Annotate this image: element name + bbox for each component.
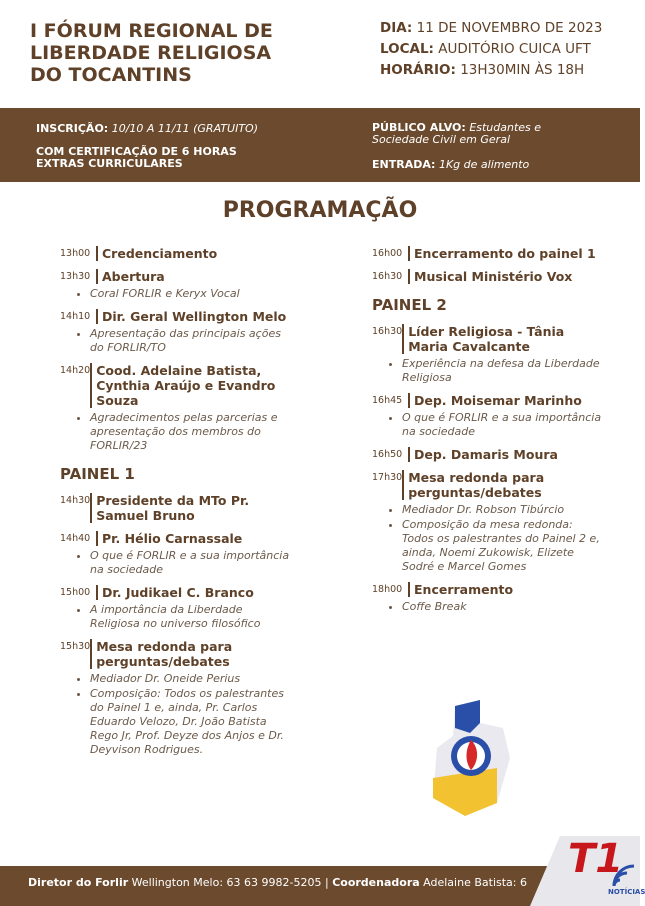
item-name: Encerramento (408, 582, 513, 597)
event-info (380, 18, 602, 81)
item-time: 16h30 (372, 271, 403, 282)
item-time: 13h30 (60, 271, 91, 282)
item-time: 15h00 (60, 587, 91, 598)
schedule-item (372, 447, 602, 462)
certificacao: COM CERTIFICAÇÃO DE 6 HORAS EXTRAS CURRICULARES (36, 145, 237, 170)
schedule-item (372, 324, 602, 385)
item-name: Pr. Hélio Carnassale (96, 531, 242, 546)
item-time: 15h30 (60, 641, 91, 652)
diretor-label: Diretor do Forlir (28, 876, 129, 889)
item-note: • Apresentação das principais ações do FORLIR/TO (90, 327, 290, 355)
item-name: Credenciamento (96, 246, 217, 261)
info-band (0, 108, 640, 182)
item-time: 14h10 (60, 311, 91, 322)
item-time: 13h00 (60, 248, 91, 259)
item-name: Presidente da MTo Pr. Samuel Bruno (90, 493, 290, 523)
item-name: Musical Ministério Vox (408, 269, 572, 284)
t1-logo-text: T1 (568, 836, 624, 882)
item-name: Dr. Judikael C. Branco (96, 585, 254, 600)
title-line: LIBERDADE RELIGIOSA (30, 42, 272, 64)
item-time: 17h30 (372, 472, 403, 483)
entrada-label: ENTRADA: (372, 158, 436, 171)
local-label: LOCAL: (380, 41, 434, 57)
item-note: • Composição: Todos os palestrantes do Painel 1 e, ainda, Pr. Carlos Eduardo Velozo, Dr. João Batista Rego Jr, Prof. Deyze dos Anjos e Dr. Deyvison Rodrigues. (90, 687, 290, 757)
local: AUDITÓRIO CUICA UFT (438, 41, 591, 57)
item-time: 16h50 (372, 449, 403, 460)
item-time: 16h00 (372, 248, 403, 259)
item-notes (90, 603, 290, 631)
item-name: Líder Religiosa - Tânia Maria Cavalcante (402, 324, 602, 354)
item-notes (90, 327, 290, 355)
item-name: Cood. Adelaine Batista, Cynthia Araújo e Evandro Souza (90, 363, 290, 408)
signal-icon (610, 858, 640, 888)
item-notes (402, 411, 602, 439)
schedule-item (60, 493, 290, 523)
t1-noticias-badge (530, 836, 645, 906)
programacao-heading: PROGRAMAÇÃO (222, 198, 418, 223)
coord-label: Coordenadora (332, 876, 420, 889)
item-note: • O que é FORLIR e a sua importância na sociedade (90, 549, 290, 577)
item-name: Mesa redonda para perguntas/debates (90, 639, 290, 669)
item-notes (90, 549, 290, 577)
inscricao-label: INSCRIÇÃO: (36, 122, 109, 135)
title-line: DO TOCANTINS (30, 64, 192, 86)
left-column (60, 246, 290, 765)
item-name: Dep. Damaris Moura (408, 447, 558, 462)
schedule-item (372, 393, 602, 439)
item-notes (90, 411, 290, 453)
item-time: 16h30 (372, 326, 403, 337)
item-time: 18h00 (372, 584, 403, 595)
horario-label: HORÁRIO: (380, 62, 456, 78)
painel-2-heading: PAINEL 2 (372, 296, 447, 314)
schedule-item (60, 639, 290, 757)
item-name: Mesa redonda para perguntas/debates (402, 470, 602, 500)
horario: 13H30MIN ÀS 18H (460, 62, 585, 78)
schedule-item (60, 246, 290, 261)
right-column (372, 246, 602, 622)
item-time: 14h20 (60, 365, 91, 376)
item-note: • Composição da mesa redonda: Todos os palestrantes do Painel 2 e, ainda, Noemi Zukowisk, Elizete Sodré e Marcel Gomes (402, 518, 602, 574)
schedule-item (372, 470, 602, 574)
item-notes (90, 672, 290, 757)
item-notes (90, 287, 290, 301)
item-notes (402, 600, 602, 614)
item-name: Dir. Geral Wellington Melo (96, 309, 286, 324)
diretor-contact: Wellington Melo: 63 63 9982-5205 (131, 876, 322, 889)
schedule-item (60, 309, 290, 355)
dia: 11 DE NOVEMBRO DE 2023 (416, 20, 603, 36)
item-note: • Agradecimentos pelas parcerias e apresentação dos membros do FORLIR/23 (90, 411, 290, 453)
item-time: 16h45 (372, 395, 403, 406)
coord-contact: Adelaine Batista: 6 (423, 876, 527, 889)
noticias-text: NOTÍCIAS (608, 888, 645, 896)
inscricao: 10/10 A 11/11 (GRATUITO) (111, 122, 258, 135)
item-time: 14h30 (60, 495, 91, 506)
schedule-item (372, 246, 602, 261)
schedule-item (372, 269, 602, 284)
schedule-item (60, 531, 290, 577)
item-note: • Mediador Dr. Oneide Perius (90, 672, 290, 686)
separator: | (324, 876, 329, 889)
publico-label: PÚBLICO ALVO: (372, 121, 466, 134)
item-note: • A importância da Liberdade Religiosa no universo filosófico (90, 603, 290, 631)
item-name: Encerramento do painel 1 (408, 246, 596, 261)
item-note: • O que é FORLIR e a sua importância na sociedade (402, 411, 602, 439)
item-name: Abertura (96, 269, 165, 284)
item-notes (402, 357, 602, 385)
schedule-item (60, 363, 290, 453)
schedule-item (60, 585, 290, 631)
painel-1-heading: PAINEL 1 (60, 465, 135, 483)
item-time: 14h40 (60, 533, 91, 544)
schedule-item (372, 582, 602, 614)
item-note: • Coffe Break (402, 600, 602, 614)
item-note: • Experiência na defesa da Liberdade Religiosa (402, 357, 602, 385)
schedule-item (60, 269, 290, 301)
item-name: Dep. Moisemar Marinho (408, 393, 582, 408)
item-note: • Coral FORLIR e Keryx Vocal (90, 287, 290, 301)
item-notes (402, 503, 602, 574)
item-note: • Mediador Dr. Robson Tibúrcio (402, 503, 602, 517)
entrada: 1Kg de alimento (438, 158, 530, 171)
dia-label: DIA: (380, 20, 413, 36)
title-line: I FÓRUM REGIONAL DE (30, 20, 273, 42)
publico: Estudantes e Sociedade Civil em Geral (372, 121, 542, 146)
forlir-logo (425, 698, 525, 823)
event-title (30, 20, 330, 86)
